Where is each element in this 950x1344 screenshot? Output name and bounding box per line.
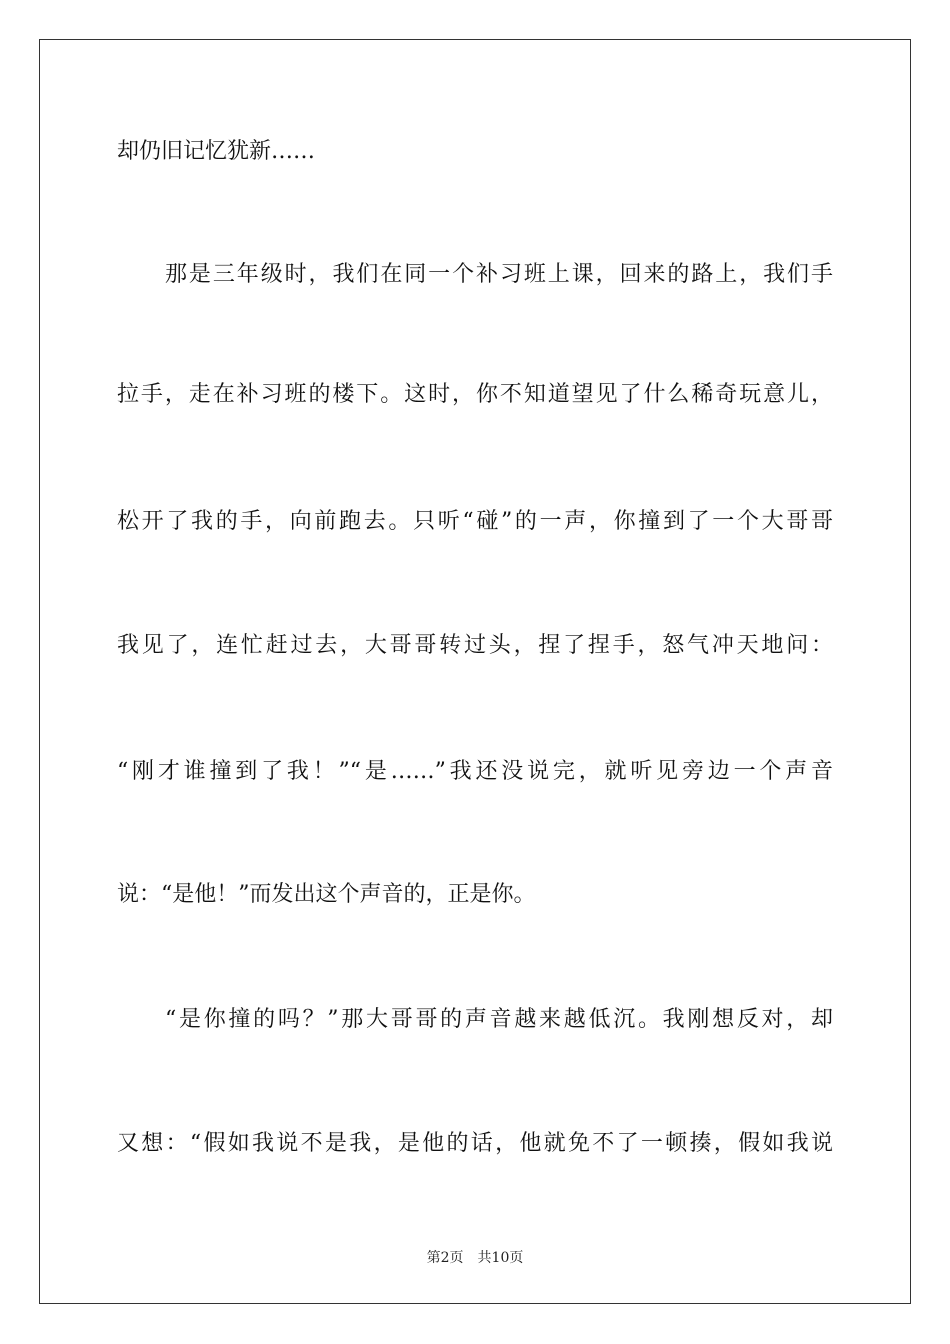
text-line-7: 说：“是他！”而发出这个声音的，正是你。 (117, 882, 536, 907)
text-line-9: 又想：“假如我说不是我，是他的话，他就免不了一顿揍，假如我说 (117, 1131, 833, 1156)
text-line-1: 却仍旧记忆犹新…… (117, 139, 316, 164)
text-line-6: “刚才谁撞到了我！”“是……”我还没说完，就听见旁边一个声音 (117, 759, 833, 784)
page-footer (0, 1249, 950, 1267)
text-line-8: “是你撞的吗？”那大哥哥的声音越来越低沉。我刚想反对，却 (165, 1007, 833, 1032)
text-line-3: 拉手，走在补习班的楼下。这时，你不知道望见了什么稀奇玩意儿， (117, 382, 833, 407)
total-pages: 共10页 (477, 1250, 524, 1266)
text-line-5: 我见了，连忙赶过去，大哥哥转过头，捏了捏手，怒气冲天地问： (117, 633, 833, 658)
page-number: 第2页 (426, 1250, 464, 1266)
page-frame (39, 39, 911, 1304)
text-line-2: 那是三年级时，我们在同一个补习班上课，回来的路上，我们手 (165, 262, 833, 287)
text-line-4: 松开了我的手，向前跑去。只听“碰”的一声，你撞到了一个大哥哥 (117, 509, 833, 534)
